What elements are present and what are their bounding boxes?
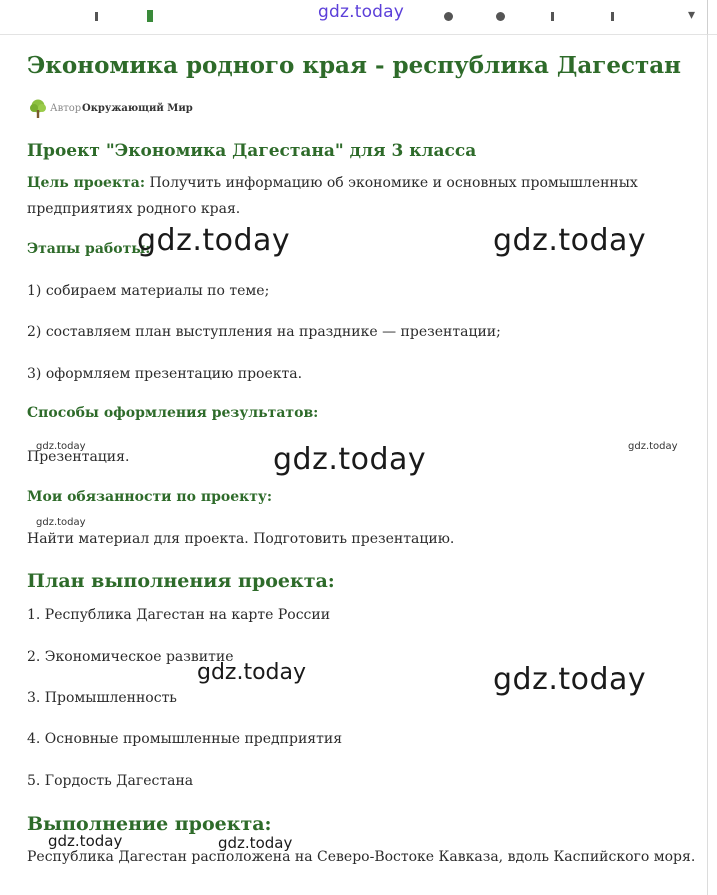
watermark: gdz.today xyxy=(36,441,86,452)
watermark: gdz.today xyxy=(628,441,678,452)
duties-label: Мои обязанности по проекту: xyxy=(27,489,273,505)
plan-item: 2. Экономическое развитие xyxy=(27,649,234,665)
watermark: gdz.today xyxy=(137,223,291,258)
execution-heading: Выполнение проекта: xyxy=(27,813,272,835)
scrollbar-edge[interactable] xyxy=(707,0,717,34)
stage-item: 1) собираем материалы по теме; xyxy=(27,283,270,299)
project-goal xyxy=(27,170,667,222)
methods-text: Презентация. xyxy=(27,449,130,465)
chevron-down-icon[interactable]: ▾ xyxy=(688,7,696,23)
plan-heading: План выполнения проекта: xyxy=(27,570,335,592)
nav-dot[interactable] xyxy=(496,12,505,21)
duties-text: Найти материал для проекта. Подготовить презентацию. xyxy=(27,531,455,547)
plan-item: 1. Республика Дагестан на карте России xyxy=(27,607,331,623)
watermark: gdz.today xyxy=(197,660,307,685)
nav-mark[interactable] xyxy=(551,12,554,21)
watermark: gdz.today xyxy=(273,442,427,477)
watermark: gdz.today xyxy=(36,517,86,528)
sidebar-divider xyxy=(707,34,708,895)
plan-item: 4. Основные промышленные предприятия xyxy=(27,731,343,747)
nav-dot[interactable] xyxy=(444,12,453,21)
tree-icon xyxy=(27,98,49,120)
nav-mark[interactable] xyxy=(95,12,98,21)
plan-item: 5. Гордость Дагестана xyxy=(27,773,194,789)
methods-label: Способы оформления результатов: xyxy=(27,405,319,421)
goal-text: Получить информацию об экономике и основных промышленных предприятиях родного края. xyxy=(27,175,638,217)
project-heading: Проект "Экономика Дагестана" для 3 класса xyxy=(27,141,477,161)
goal-label: Цель проекта: xyxy=(27,175,145,191)
watermark: gdz.today xyxy=(48,832,123,850)
watermark: gdz.today xyxy=(493,223,647,258)
author-name[interactable]: Окружающий Мир xyxy=(82,103,193,114)
article-title: Экономика родного края - республика Дагестан xyxy=(27,52,681,79)
site-logo[interactable]: gdz.today xyxy=(318,2,405,22)
plan-item: 3. Промышленность xyxy=(27,690,177,706)
execution-text: Республика Дагестан расположена на Северо-Востоке Кавказа, вдоль Каспийского моря. xyxy=(27,849,696,865)
author-label: Автор xyxy=(50,103,82,114)
stage-item: 2) составляем план выступления на празднике — презентации; xyxy=(27,324,501,340)
watermark: gdz.today xyxy=(218,834,293,852)
nav-mark[interactable] xyxy=(611,12,614,21)
watermark: gdz.today xyxy=(493,662,647,697)
nav-mark-green[interactable] xyxy=(147,10,153,22)
stages-label: Этапы работы: xyxy=(27,241,151,257)
stage-item: 3) оформляем презентацию проекта. xyxy=(27,366,303,382)
